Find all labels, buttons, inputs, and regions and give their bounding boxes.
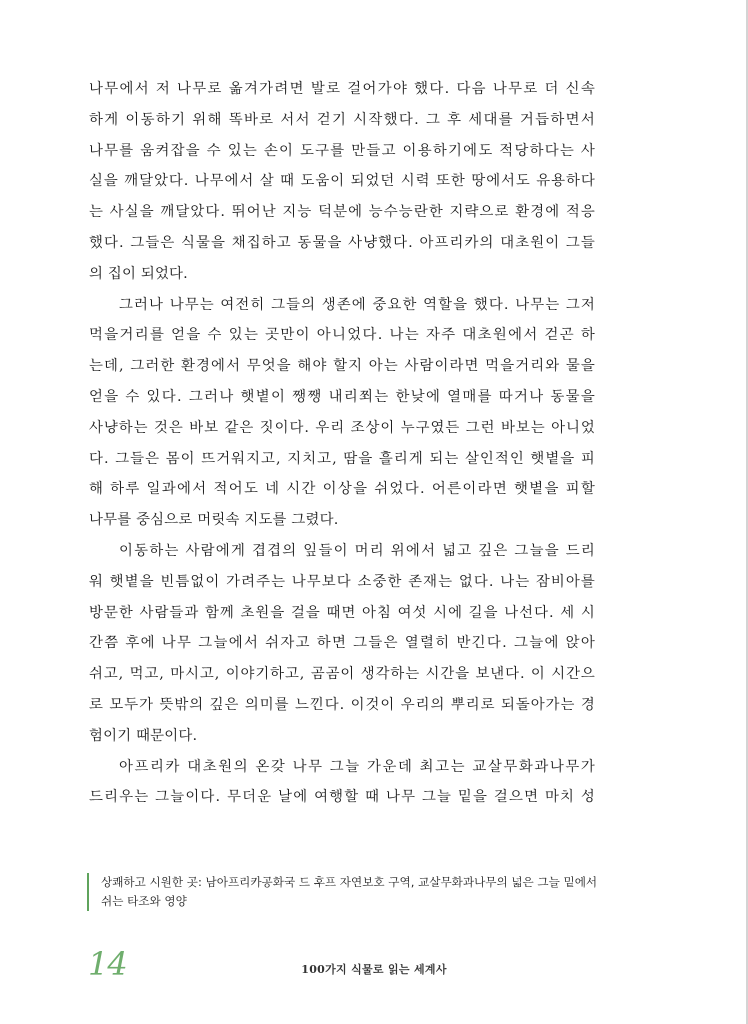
photo-caption <box>87 873 621 911</box>
text-line <box>89 721 595 752</box>
text-line <box>89 567 595 598</box>
text-line <box>89 197 595 228</box>
text-line <box>89 598 595 629</box>
text-line-content: 의 집이 되었다. <box>89 265 188 282</box>
text-line <box>89 628 595 659</box>
text-line <box>89 474 595 505</box>
text-line <box>89 228 595 259</box>
text-line-content: 나무를 움켜잡을 수 있는 손이 도구를 만들고 이용하기에도 적당하다는 사 <box>89 142 597 159</box>
text-line-content: 다. 그들은 몸이 뜨거워지고, 지치고, 땀을 흘리게 되는 살인적인 햇볕을 피 <box>89 450 596 467</box>
text-line <box>89 136 595 167</box>
text-line-content: 험이기 때문이다. <box>89 727 198 744</box>
text-line <box>89 290 595 321</box>
text-line-content: 드리우는 그늘이다. 무더운 날에 여행할 때 나무 그늘 밑을 걸으면 마치 성 <box>89 789 596 806</box>
page-number: 14 <box>88 945 127 983</box>
text-line-content: 실을 깨달았다. 나무에서 살 때 도움이 되었던 시력 또한 땅에서도 유용하다 <box>89 173 596 190</box>
text-line-content: 나무를 중심으로 머릿속 지도를 그렸다. <box>89 512 339 529</box>
text-line-content: 했다. 그들은 식물을 채집하고 동물을 사냥했다. 아프리카의 대초원이 그들 <box>89 234 596 251</box>
text-line-content: 얻을 수 있다. 그러나 햇볕이 쨍쨍 내리쬐는 한낮에 열매를 따거나 동물을 <box>89 388 597 405</box>
text-line-content: 쉬고, 먹고, 마시고, 이야기하고, 곰곰이 생각하는 시간을 보낸다. 이 시간으 <box>89 666 596 683</box>
text-line-content: 는데, 그러한 환경에서 무엇을 해야 할지 아는 사람이라면 먹을거리와 물을 <box>89 358 596 375</box>
text-line-content: 나무에서 저 나무로 옮겨가려면 발로 걸어가야 했다. 다음 나무로 더 신속 <box>89 81 597 97</box>
text-line-content: 아프리카 대초원의 온갖 나무 그늘 가운데 최고는 교살무화과나무가 <box>119 758 597 775</box>
body-text <box>89 74 595 813</box>
text-line <box>89 536 595 567</box>
text-line-content: 사냥하는 것은 바보 같은 짓이다. 우리 조상이 누구였든 그런 바보는 아니었 <box>89 419 596 436</box>
text-line <box>89 690 595 721</box>
text-line <box>89 382 595 413</box>
running-title: 100가지 식물로 읽는 세계사 <box>301 963 447 976</box>
text-line <box>89 782 595 813</box>
caption-line: 상쾌하고 시원한 곳: 남아프리카공화국 드 후프 자연보호 구역, 교살무화과나무의 넓은 그늘 밑에서 <box>101 875 598 889</box>
text-line <box>89 659 595 690</box>
text-line-content: 워 햇볕을 빈틈없이 가려주는 나무보다 소중한 존재는 없다. 나는 잠비아를 <box>89 573 596 590</box>
text-line <box>89 505 595 536</box>
text-line <box>89 74 595 105</box>
text-line-content: 는 사실을 깨달았다. 뛰어난 지능 덕분에 능수능란한 지략으로 환경에 적응 <box>89 204 596 221</box>
text-line-content: 로 모두가 뜻밖의 깊은 의미를 느낀다. 이것이 우리의 뿌리로 되돌아가는 경 <box>89 696 596 713</box>
text-line <box>89 752 595 783</box>
text-line <box>89 105 595 136</box>
text-line-content: 이동하는 사람에게 겹겹의 잎들이 머리 위에서 넓고 깊은 그늘을 드리 <box>119 542 597 559</box>
text-line-content: 해 하루 일과에서 적어도 네 시간 이상을 쉬었다. 어른이라면 햇볕을 피할 <box>89 481 597 498</box>
text-line-content: 간쯤 후에 나무 그늘에서 쉬자고 하면 그들은 열렬히 반긴다. 그늘에 앉아 <box>89 635 597 652</box>
text-line <box>89 166 595 197</box>
caption-line: 쉬는 타조와 영양 <box>101 894 187 908</box>
text-line <box>89 351 595 382</box>
text-line-content: 하게 이동하기 위해 똑바로 서서 걷기 시작했다. 그 후 세대를 거듭하면서 <box>89 111 597 128</box>
text-line <box>89 444 595 475</box>
text-line-content: 방문한 사람들과 함께 초원을 걸을 때면 아침 여섯 시에 길을 나선다. 세 시 <box>89 604 596 621</box>
text-line-content: 그러나 나무는 여전히 그들의 생존에 중요한 역할을 했다. 나무는 그저 <box>119 296 596 313</box>
text-line <box>89 413 595 444</box>
text-line-content: 먹을거리를 얻을 수 있는 곳만이 아니었다. 나는 자주 대초원에서 걷곤 하 <box>89 327 597 344</box>
text-line <box>89 259 595 290</box>
text-line <box>89 320 595 351</box>
